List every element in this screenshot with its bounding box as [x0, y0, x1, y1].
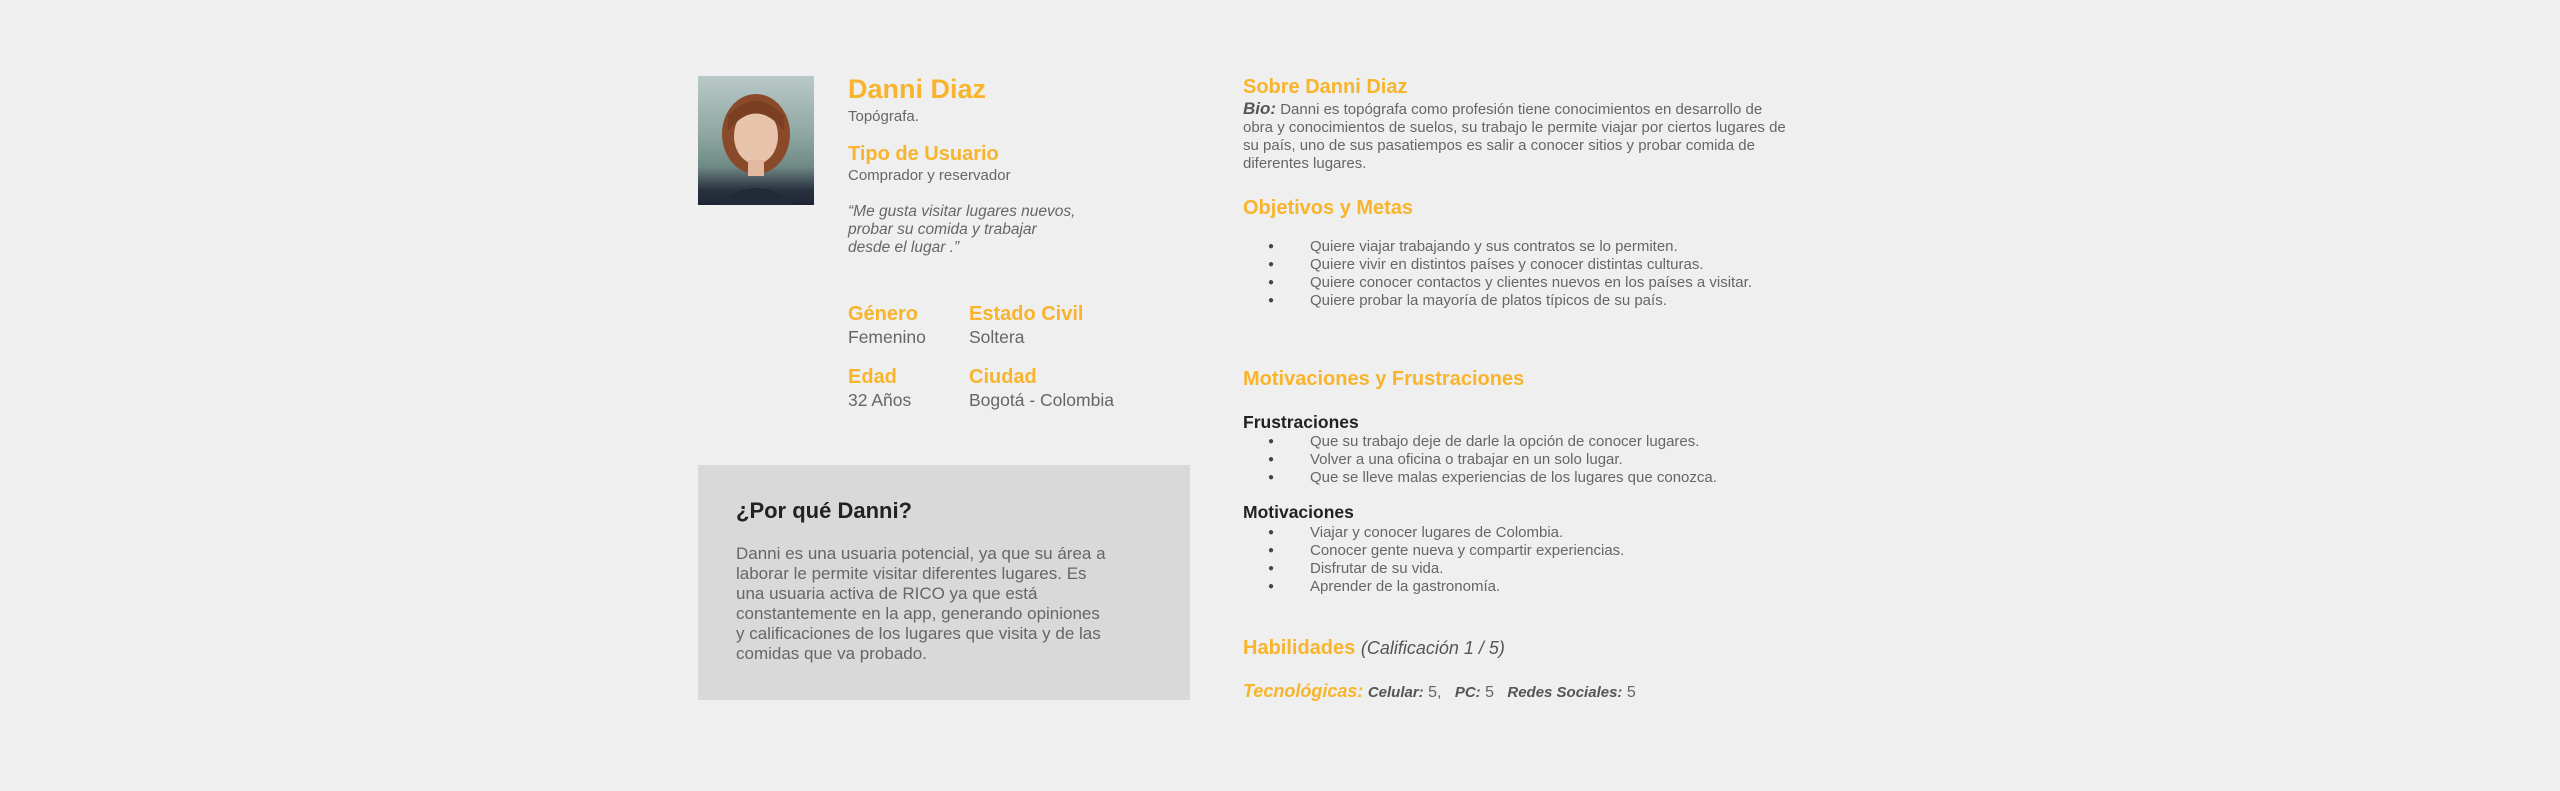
why-title: ¿Por qué Danni?: [736, 498, 912, 523]
goals-list: [1243, 238, 1752, 310]
list-item: ● Quiere viajar trabajando y sus contratos se lo permiten.: [1243, 238, 1752, 256]
gender-label: Género: [848, 303, 919, 325]
marital-status-value: Soltera: [969, 327, 1025, 347]
bio-line: obra y conocimientos de suelos, su trabajo le permite viajar por ciertos lugares de: [1243, 119, 1786, 136]
why-line: comidas que va probado.: [736, 644, 927, 663]
city-value: Bogotá - Colombia: [969, 390, 1114, 410]
quote-line: “Me gusta visitar lugares nuevos,: [848, 203, 1076, 220]
tech-skills: [1243, 681, 1636, 702]
user-type-heading: Tipo de Usuario: [848, 143, 999, 165]
why-line: una usuaria activa de RICO ya que está: [736, 584, 1038, 603]
about-title: Sobre Danni Diaz: [1243, 76, 1408, 98]
motivations-title: Motivaciones y Frustraciones: [1243, 368, 1525, 390]
gender-value: Femenino: [848, 327, 926, 347]
persona-role: Topógrafa.: [848, 108, 919, 125]
pc-label: PC:: [1454, 684, 1481, 701]
list-item: ● Volver a una oficina o trabajar en un solo lugar.: [1243, 451, 1717, 469]
bio-line: diferentes lugares.: [1243, 155, 1367, 172]
list-item: ● Conocer gente nueva y compartir experiencias.: [1243, 542, 1624, 560]
why-line: constantemente en la app, generando opiniones: [736, 604, 1100, 623]
list-item: ● Que se lleve malas experiencias de los lugares que conozca.: [1243, 469, 1717, 487]
why-text: [736, 544, 1166, 664]
list-item: ● Quiere vivir en distintos países y conocer distintas culturas.: [1243, 256, 1752, 274]
redes-label: Redes Sociales:: [1507, 684, 1623, 701]
motivations-list: [1243, 524, 1624, 596]
skills-heading: [1243, 637, 1505, 660]
list-item: ● Que su trabajo deje de darle la opción de conocer lugares.: [1243, 433, 1717, 451]
why-line: y calificaciones de los lugares que visita y de las: [736, 624, 1101, 643]
list-item: ● Quiere conocer contactos y clientes nuevos en los países a visitar.: [1243, 274, 1752, 292]
quote-line: desde el lugar .”: [848, 239, 960, 256]
pc-value: 5: [1485, 684, 1495, 701]
frustrations-title: Frustraciones: [1243, 412, 1359, 432]
bio-line: su país, uno de sus pasatiempos es salir a conocer sitios y probar comida de: [1243, 137, 1755, 154]
celular-value: 5,: [1428, 684, 1442, 701]
why-line: laborar le permite visitar diferentes lugares. Es: [736, 564, 1087, 583]
persona-quote: [848, 203, 1128, 257]
why-line: Danni es una usuaria potencial, ya que su área a: [736, 544, 1106, 563]
age-label: Edad: [848, 366, 897, 388]
user-type-value: Comprador y reservador: [848, 167, 1011, 184]
list-item: ● Viajar y conocer lugares de Colombia.: [1243, 524, 1624, 542]
celular-label: Celular:: [1367, 684, 1424, 701]
skills-note: (Calificación 1 / 5): [1360, 638, 1505, 658]
skills-title: Habilidades: [1243, 637, 1356, 659]
list-item: ● Aprender de la gastronomía.: [1243, 578, 1624, 596]
marital-status-label: Estado Civil: [969, 303, 1084, 325]
quote-line: probar su comida y trabajar: [848, 221, 1037, 238]
bio-label: Bio:: [1243, 99, 1277, 118]
list-item: ● Quiere probar la mayoría de platos típicos de su país.: [1243, 292, 1752, 310]
list-item: ● Disfrutar de su vida.: [1243, 560, 1624, 578]
persona-name: Danni Diaz: [848, 74, 987, 104]
frustrations-list: [1243, 433, 1717, 487]
city-label: Ciudad: [969, 366, 1037, 388]
bio-line: Bio: Danni es topógrafa como profesión tiene conocimientos en desarrollo de: [1243, 99, 1763, 118]
age-value: 32 Años: [848, 390, 912, 410]
redes-value: 5: [1626, 684, 1636, 701]
goals-title: Objetivos y Metas: [1243, 197, 1414, 219]
avatar: [698, 76, 814, 205]
bio-text: [1243, 100, 1863, 173]
motivations-subtitle: Motivaciones: [1243, 502, 1354, 522]
tech-label: Tecnológicas:: [1243, 681, 1364, 701]
